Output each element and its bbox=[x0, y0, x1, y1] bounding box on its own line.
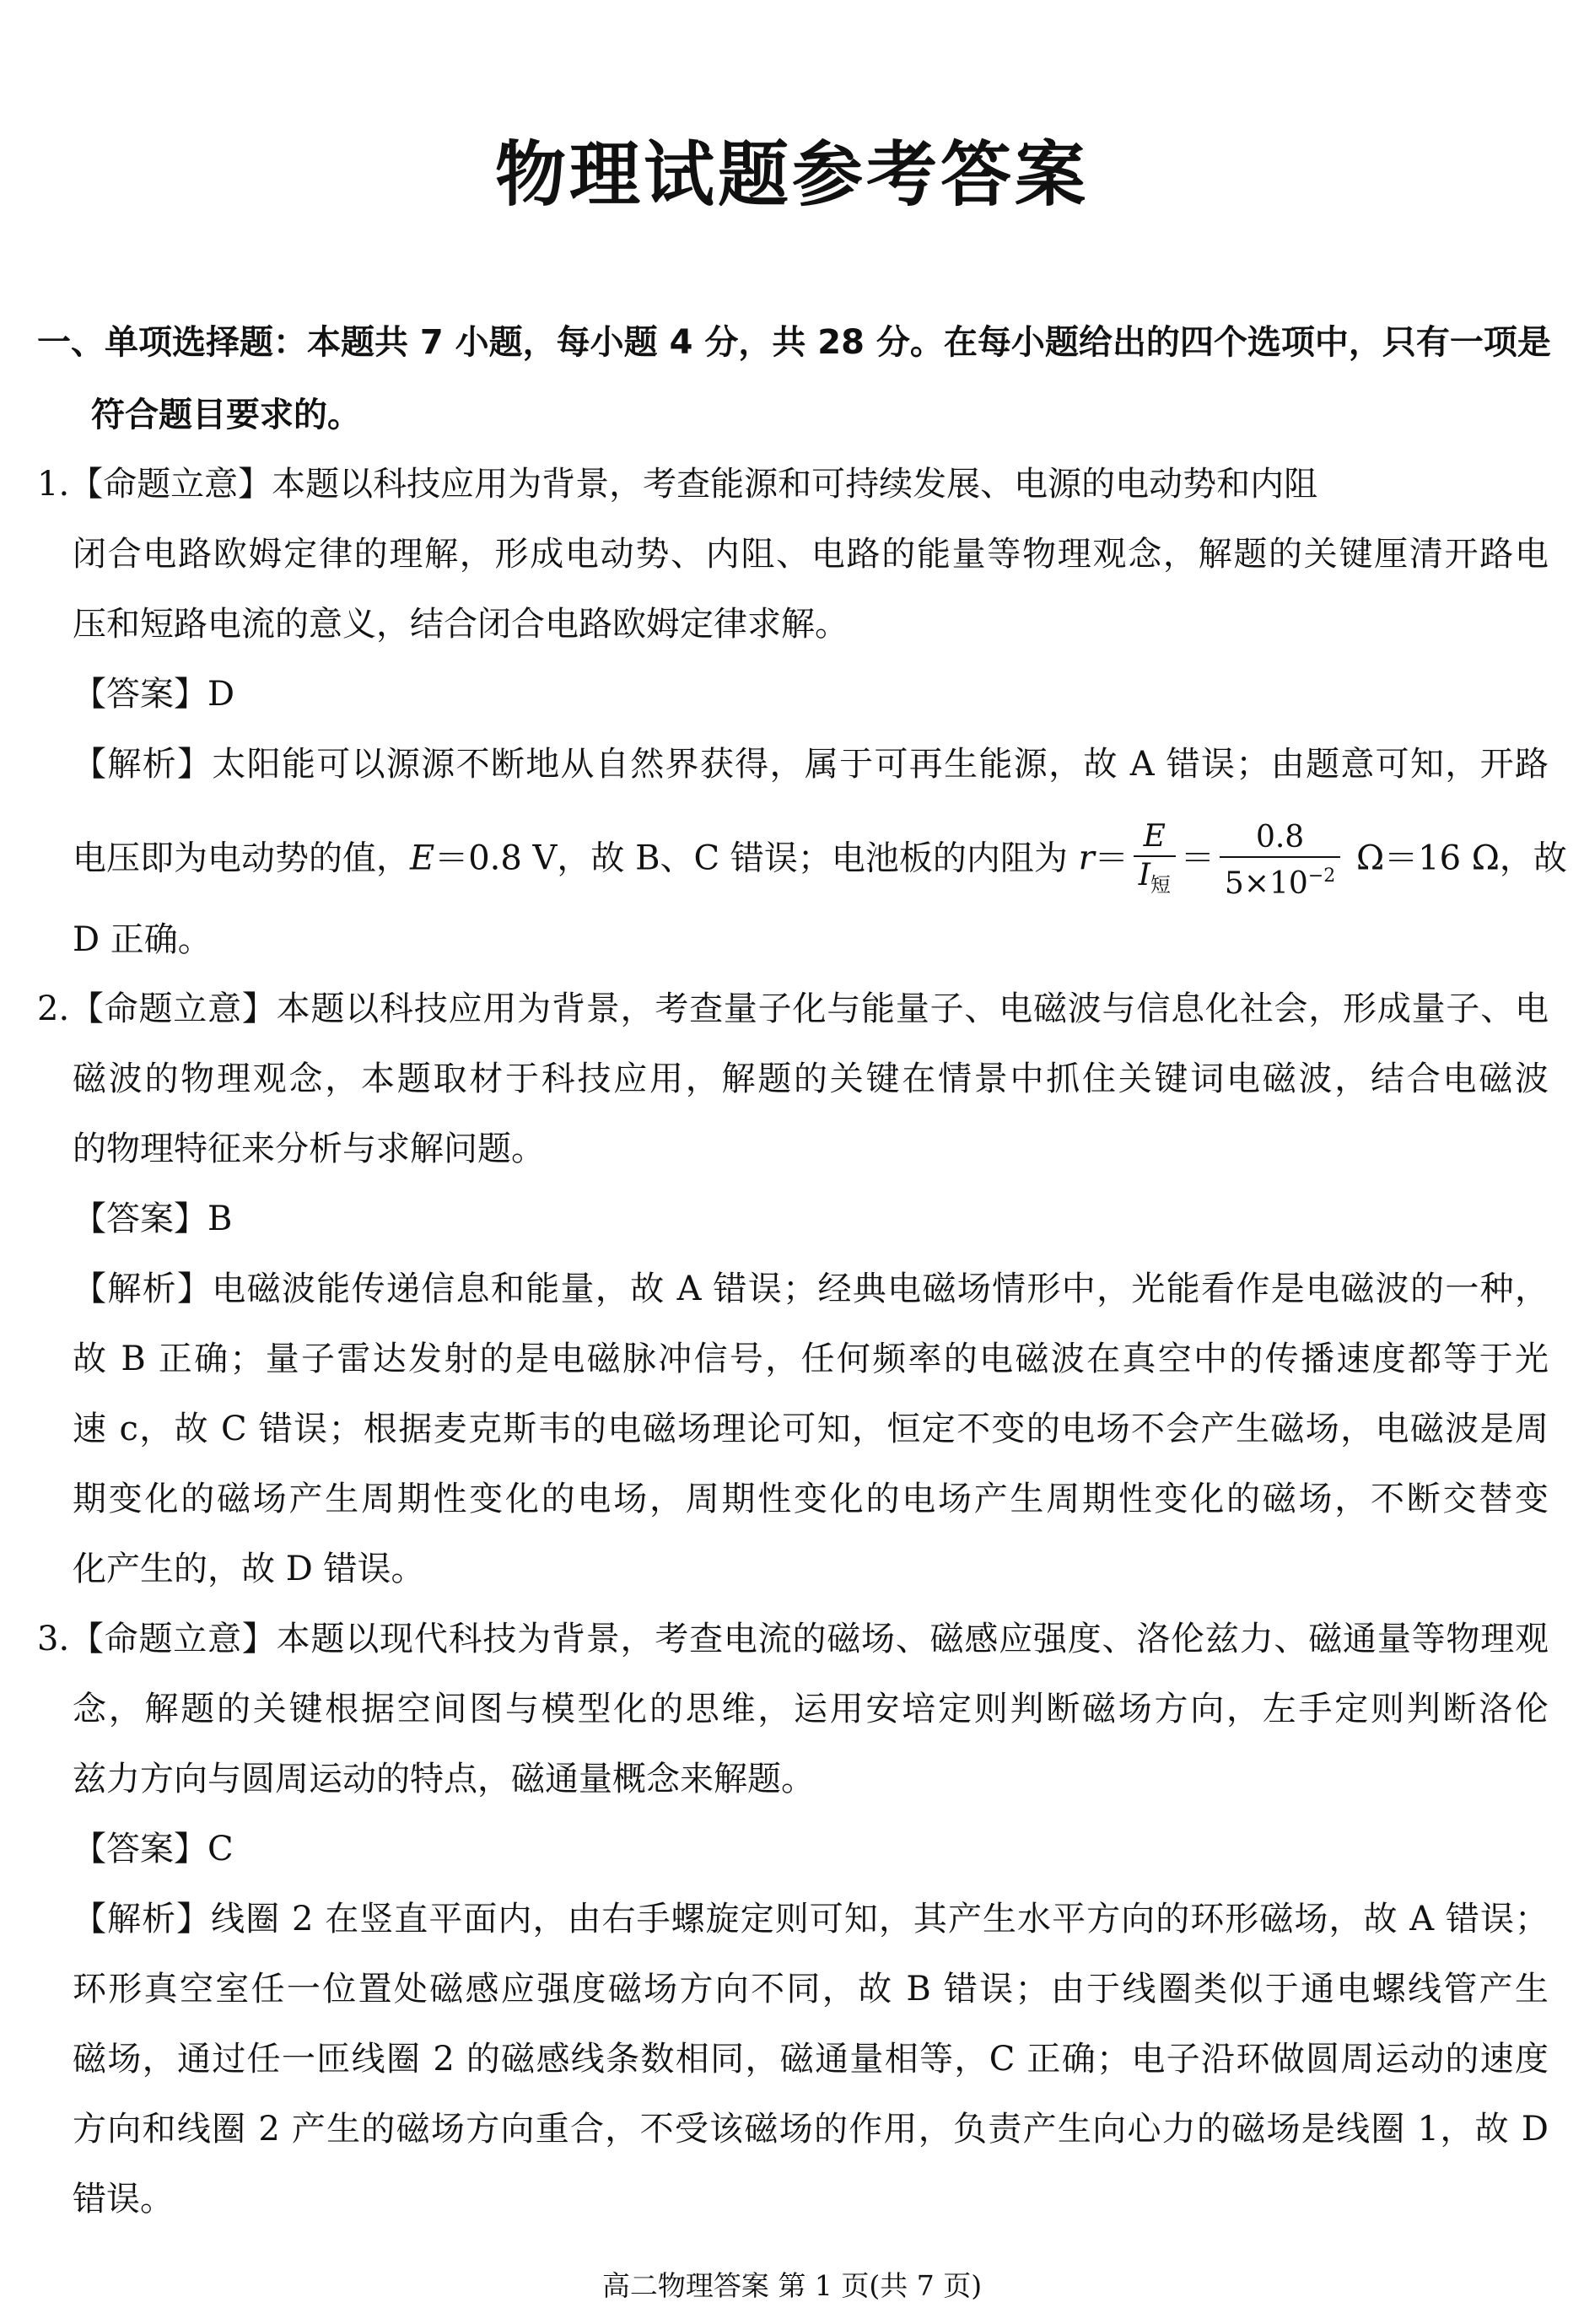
q1-analysis-text-b: ＝0.8 V，故 B、C 错误；电池板的内阻为 bbox=[434, 838, 1079, 878]
fraction-numerator: 0.8 bbox=[1220, 819, 1340, 858]
page-title: 物理试题参考答案 bbox=[494, 133, 1089, 216]
q2-analysis-line-2: 故 B 正确；量子雷达发射的是电磁脉冲信号，任何频率的电磁波在真空中的传播速度都等于光 bbox=[73, 1340, 1549, 1378]
q3-answer: 【答案】C bbox=[73, 1830, 234, 1868]
fraction-denominator bbox=[1134, 857, 1176, 903]
q3-analysis-line-1: 【解析】线圈 2 在竖直平面内，由右手螺旋定则可知，其产生水平方向的环形磁场，故 A 错误； bbox=[73, 1900, 1549, 1938]
q2-answer: 【答案】B bbox=[73, 1200, 233, 1238]
page-footer: 高二物理答案 第 1 页(共 7 页) bbox=[601, 2269, 983, 2302]
q1-analysis-line-3: D 正确。 bbox=[73, 920, 212, 959]
fraction-value bbox=[1220, 819, 1340, 903]
fraction-denominator bbox=[1220, 858, 1340, 903]
q1-answer: 【答案】D bbox=[73, 675, 235, 714]
q1-intent-line-1: 1.【命题立意】本题以科技应用为背景，考查能源和可持续发展、电源的电动势和内阻 bbox=[37, 465, 1318, 504]
symbol-i: I bbox=[1138, 858, 1150, 892]
q3-intent-line-2: 念，解题的关键根据空间图与模型化的思维，运用安培定则判断磁场方向，左手定则判断洛伦 bbox=[73, 1690, 1549, 1728]
q2-intent-line-1: 2.【命题立意】本题以科技应用为背景，考查量子化与能量子、电磁波与信息化社会，形成量子、电 bbox=[37, 989, 1549, 1028]
q3-analysis-line-3: 磁场，通过任一匝线圈 2 的磁感线条数相同，磁通量相等，C 正确；电子沿环做圆周运动的速度 bbox=[73, 2040, 1549, 2079]
q1-analysis-text-a: 电压即为电动势的值， bbox=[73, 838, 410, 878]
q1-intent-line-2: 闭合电路欧姆定律的理解，形成电动势、内阻、电路的能量等物理观念，解题的关键厘清开路电 bbox=[73, 535, 1549, 574]
symbol-r: r bbox=[1078, 838, 1095, 878]
q3-analysis-line-2: 环形真空室任一位置处磁感应强度磁场方向不同，故 B 错误；由于线圈类似于通电螺线管产生 bbox=[73, 1970, 1549, 2009]
denominator-base: 5×10 bbox=[1224, 866, 1308, 901]
q2-analysis-line-3: 速 c，故 C 错误；根据麦克斯韦的电磁场理论可知，恒定不变的电场不会产生磁场，电磁波是周 bbox=[73, 1410, 1549, 1448]
q1-analysis-text-c: Ω＝16 Ω，故 bbox=[1355, 838, 1567, 878]
q3-analysis-line-4: 方向和线圈 2 产生的磁场方向重合，不受该磁场的作用，负责产生向心力的磁场是线圈 1，故 D bbox=[73, 2110, 1549, 2149]
q2-analysis-line-4: 期变化的磁场产生周期性变化的电场，周期性变化的电场产生周期性变化的磁场，不断交替变 bbox=[73, 1480, 1549, 1518]
exponent: −2 bbox=[1307, 865, 1336, 887]
q2-intent-line-2: 磁波的物理观念，本题取材于科技应用，解题的关键在情景中抓住关键词电磁波，结合电磁波 bbox=[73, 1060, 1549, 1098]
subscript-short: 短 bbox=[1150, 873, 1171, 897]
q3-analysis-line-5: 错误。 bbox=[73, 2180, 174, 2219]
q3-intent-line-3: 兹力方向与圆周运动的特点，磁通量概念来解题。 bbox=[73, 1760, 815, 1798]
section-heading: 一、单项选择题：本题共 7 小题，每小题 4 分，共 28 分。在每小题给出的四个选项中，只有一项是 bbox=[37, 323, 1551, 362]
q2-analysis-line-1: 【解析】电磁波能传递信息和能量，故 A 错误；经典电磁场情形中，光能看作是电磁波的一种， bbox=[73, 1270, 1549, 1308]
fraction-e-over-i bbox=[1134, 818, 1176, 903]
q2-intent-line-3: 的物理特征来分析与求解问题。 bbox=[73, 1130, 545, 1168]
fraction-numerator: E bbox=[1134, 818, 1176, 857]
symbol-emf: E bbox=[410, 838, 435, 878]
q3-intent-line-1: 3.【命题立意】本题以现代科技为背景，考查电流的磁场、磁感应强度、洛伦兹力、磁通量等物理观 bbox=[37, 1620, 1549, 1658]
q1-analysis-line-2: 电压即为电动势的值，E＝0.8 V，故 B、C 错误；电池板的内阻为 r＝ $\frac{E}{I_短}$ ＝ $\frac{0.8}{5\times 10^{-2}}$ Ω＝16 Ω，故 bbox=[73, 818, 1549, 903]
q2-analysis-line-5: 化产生的，故 D 错误。 bbox=[73, 1550, 425, 1588]
q1-analysis-line-1: 【解析】太阳能可以源源不断地从自然界获得，属于可再生能源，故 A 错误；由题意可知，开路 bbox=[73, 745, 1549, 784]
section-heading-cont: 符合题目要求的。 bbox=[91, 396, 361, 434]
q1-intent-line-3: 压和短路电流的意义，结合闭合电路欧姆定律求解。 bbox=[73, 605, 849, 644]
